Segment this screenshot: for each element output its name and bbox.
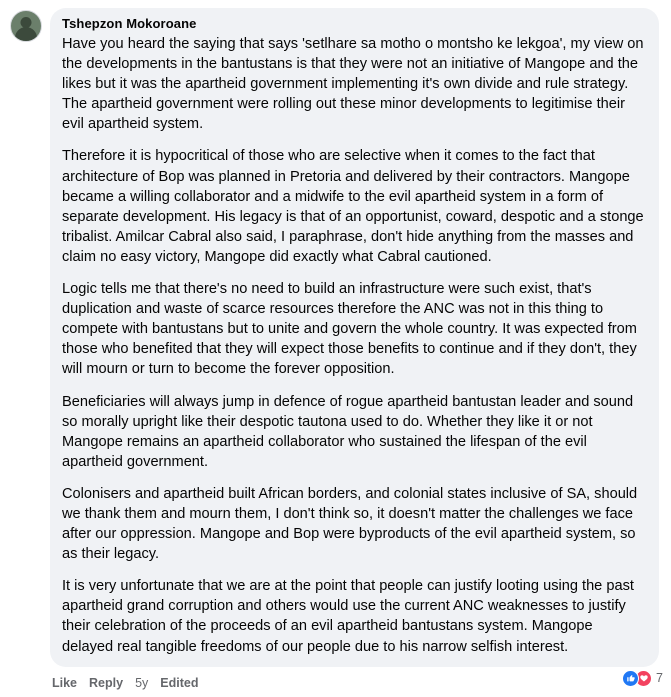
avatar-body-shape bbox=[15, 27, 37, 42]
comment-actions-bar bbox=[0, 667, 671, 697]
comment-paragraph: Logic tells me that there's no need to build an infrastructure were such exist, that's duplication and waste of scarce resources therefore the ANC was not in this thing to compete with bantustans but to unite and govern the whole country. It was expected from those who benefited that they will expect those benefits to continue and if they don't, they will mourn or turn to become the forever opposition. bbox=[62, 281, 637, 378]
avatar[interactable] bbox=[10, 10, 42, 42]
like-button[interactable]: Like bbox=[52, 675, 78, 690]
comment-paragraph: Colonisers and apartheid built African borders, and colonial states inclusive of SA, should we thank them and mourn them, I don't think so, it doesn't matter the challenges we face after our oppression. Mangope and Bop were byproducts of the evil apartheid system, so as their legacy. bbox=[62, 485, 638, 563]
comment-bubble bbox=[50, 8, 659, 667]
reply-button[interactable]: Reply bbox=[89, 675, 124, 690]
comment-paragraph: Therefore it is hypocritical of those who are selective when it comes to the fact that architecture of Bop was planned in Pretoria and delivered by their contractors. Mangope became a willing collaborator and a midwife to the evil apartheid system in a form of separate development. His legacy is that of an opportunist, coward, despotic and a stonge tribalist. Amilcar Cabral also said, I paraphrase, don't hide anything from the masses and claim no easy victory, Mangope did exactly what Cabral cautioned. bbox=[62, 148, 644, 265]
comment-timestamp[interactable]: 5y bbox=[135, 675, 149, 690]
comment-author-name[interactable]: Tshepzon Mokoroane bbox=[62, 16, 197, 31]
reaction-icons-group bbox=[622, 670, 652, 687]
thumbs-up-reaction-icon bbox=[622, 670, 639, 687]
reaction-count: 7 bbox=[656, 671, 663, 686]
reaction-summary[interactable] bbox=[622, 670, 663, 687]
comment-paragraph: Beneficiaries will always jump in defence of rogue apartheid bantustan leader and sound so morally upright like their despotic tautona used to do. Whether they like it or not Mangope remains an apartheid collaborator who sustained the lifespan of the evil apartheid government. bbox=[62, 393, 634, 470]
edited-label: Edited bbox=[160, 675, 199, 690]
comment-paragraph: Have you heard the saying that says 'setlhare sa motho o montsho ke lekgoa', my view on the developments in the bantustans is that they were not an initiative of Mangope and the likes but it was the apartheid government implementing it's own divide and rule strategy. The apartheid government were rolling out these minor developments to legitimise their evil apartheid system. bbox=[62, 36, 644, 133]
comment-paragraph: It is very unfortunate that we are at the point that people can justify looting using the past apartheid grand corruption and others would use the current ANC weaknesses to justify their celebration of the proceeds of an evil apartheid bantustans system. Mangope delayed real tangible freedoms of our people due to his narrow selfish interest. bbox=[62, 578, 634, 655]
